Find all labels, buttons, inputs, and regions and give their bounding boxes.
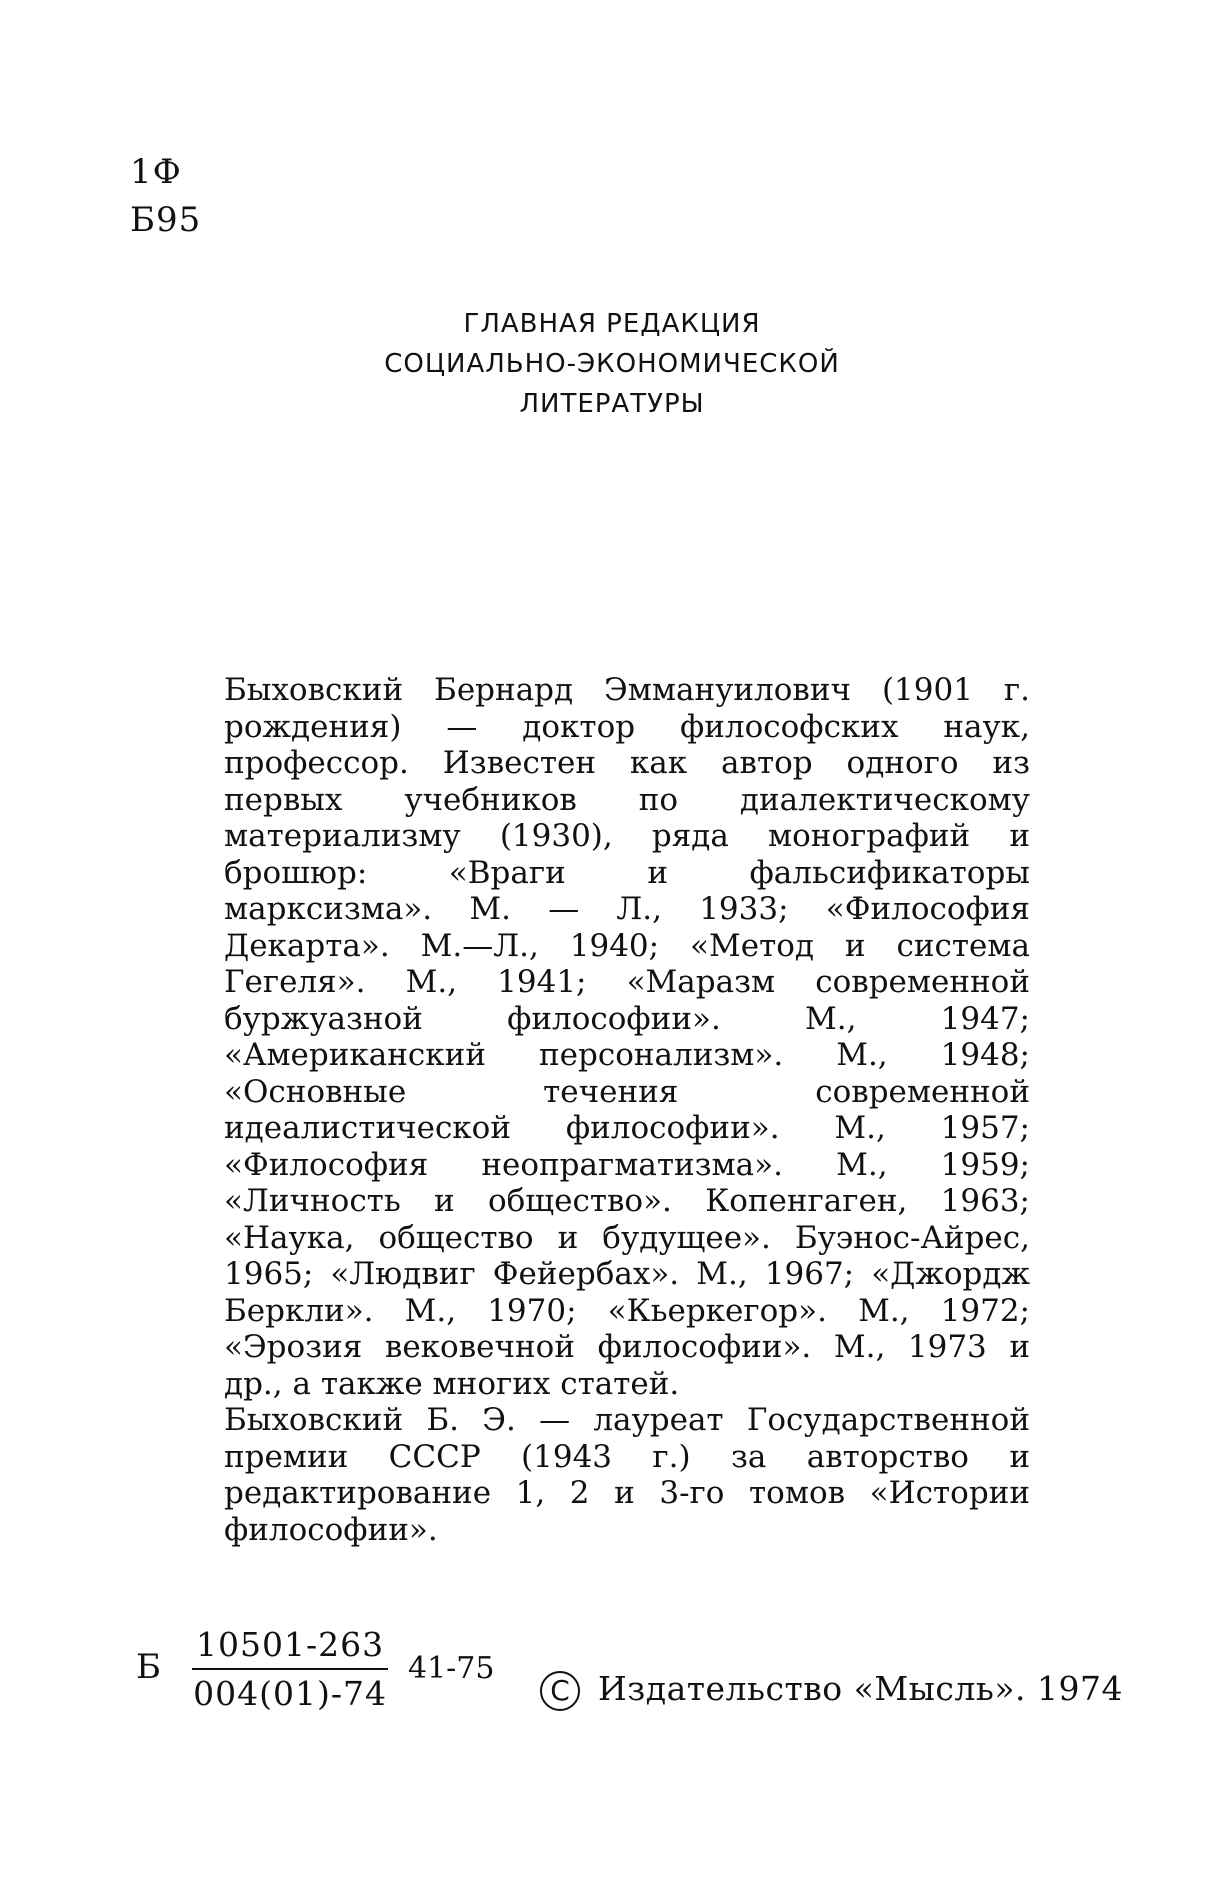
imprint-fraction: [192, 1625, 388, 1713]
biography-paragraph-1: Быховский Бернард Эммануилович (1901 г. рождения) — доктор философских наук, профессор. Известен как автор одного из первых учебников по диалектическому материализму (1930), ряда монографий и брошюр: «Враги и фальсификаторы марксизма». М. — Л., 1933; «Философия Декарта». М.—Л., 1940; «Метод и система Гегеля». М., 1941; «Маразм современной буржуазной философии». М., 1947; «Американский персонализм». М., 1948; «Основные течения современной идеалистической философии». М., 1957; «Философия неопрагматизма». М., 1959; «Личность и общество». Копенгаген, 1963; «Наука, общество и будущее». Буэнос-Айрес, 1965; «Людвиг Фейербах». М., 1967; «Джордж Беркли». М., 1970; «Кьеркегор». М., 1972; «Эрозия вековечной философии». М., 1973 и др., а также многих статей.: [224, 672, 1030, 1402]
fraction-numerator: 10501-263: [192, 1625, 388, 1670]
index-code-line-2: Б95: [130, 200, 202, 240]
imprint-letter: Б: [136, 1647, 161, 1687]
copyright-icon: C: [540, 1671, 580, 1711]
index-code-line-1: 1Ф: [130, 152, 182, 192]
editorial-line-1: ГЛАВНАЯ РЕДАКЦИЯ: [463, 309, 761, 339]
editorial-line-2: СОЦИАЛЬНО-ЭКОНОМИЧЕСКОЙ: [384, 349, 840, 379]
biography-paragraph-2: Быховский Б. Э. — лауреат Государственной премии СССР (1943 г.) за авторство и редактирование 1, 2 и 3-го томов «Истории философии».: [224, 1402, 1030, 1548]
editorial-header: [300, 304, 924, 424]
publisher-line: Издательство «Мысль». 1974: [598, 1669, 1123, 1708]
author-biography: [224, 672, 1030, 1548]
imprint-block: [136, 1625, 1123, 1735]
editorial-line-3: ЛИТЕРАТУРЫ: [519, 389, 705, 419]
order-code: 41-75: [408, 1651, 495, 1686]
fraction-denominator: 004(01)-74: [193, 1674, 387, 1713]
